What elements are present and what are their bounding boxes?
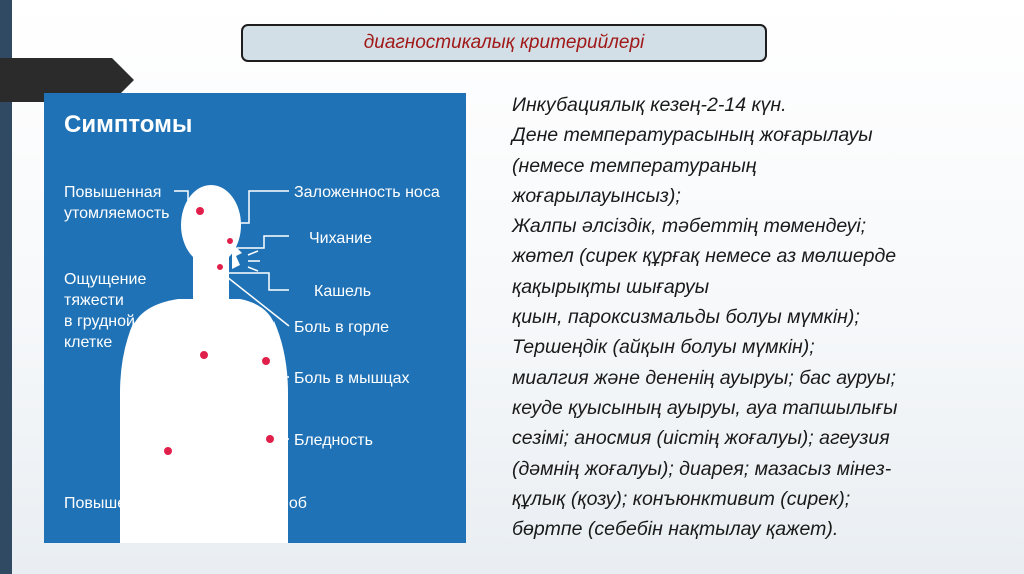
label-cough: Кашель xyxy=(314,283,372,300)
label-nasal-congestion: Заложенность носа xyxy=(294,184,440,201)
label-pallor: Бледность xyxy=(294,432,373,449)
label-sneezing: Чихание xyxy=(309,230,372,247)
symptoms-infographic xyxy=(44,93,466,543)
label-fatigue-line-1: Повышенная xyxy=(64,184,162,201)
text-line: Дене температурасының жоғарылауы xyxy=(512,124,873,147)
label-muscle-pain: Боль в мышцах xyxy=(294,370,410,387)
diagnostic-criteria-text xyxy=(512,90,1012,544)
label-fever: Повышение температуры, озноб xyxy=(64,495,307,512)
text-line: құлық (қозу); конъюнктивит (сирек); xyxy=(512,487,851,510)
label-chest-line-4: клетке xyxy=(64,334,113,351)
infographic-heading: Симптомы xyxy=(64,111,193,138)
text-line: миалгия және дененің ауыруы; бас ауруы; xyxy=(512,366,896,389)
label-chest-line-2: тяжести xyxy=(64,292,124,309)
text-line: сезімі; аносмия (иістің жоғалуы); агеузия xyxy=(512,427,890,450)
text-line: бөртпе (себебін нақтылау қажет). xyxy=(512,518,839,541)
text-line: Тершеңдік (айқын болуы мүмкін); xyxy=(512,336,815,359)
label-chest-line-1: Ощущение xyxy=(64,271,147,288)
text-line: (немесе температураның xyxy=(512,154,757,177)
label-fatigue-line-2: утомляемость xyxy=(64,205,170,222)
text-line: кеуде қуысының ауыруы, ауа тапшылығы xyxy=(512,396,898,419)
slide-title-box xyxy=(241,24,767,62)
text-line: жоғарылауынсыз); xyxy=(512,184,681,207)
text-line: (дәмнің жоғалуы); диарея; мазасыз мінез- xyxy=(512,457,892,480)
text-line: жөтел (сирек құрғақ немесе аз мөлшерде xyxy=(512,245,897,268)
text-line: Жалпы әлсіздік, тәбеттің төмендеуі; xyxy=(512,215,867,238)
text-line: қақырықты шығаруы xyxy=(512,275,710,298)
label-fatigue xyxy=(64,182,170,224)
text-line: қиын, пароксизмальды болуы мүмкін); xyxy=(512,306,860,329)
label-sore-throat: Боль в горле xyxy=(294,319,390,336)
label-chest-line-3: в грудной xyxy=(64,313,135,330)
text-line: Инкубациялық кезең-2-14 күн. xyxy=(512,94,787,116)
label-chest-heaviness xyxy=(64,269,146,353)
slide-title: диагностикалық критерийлері xyxy=(363,32,645,53)
